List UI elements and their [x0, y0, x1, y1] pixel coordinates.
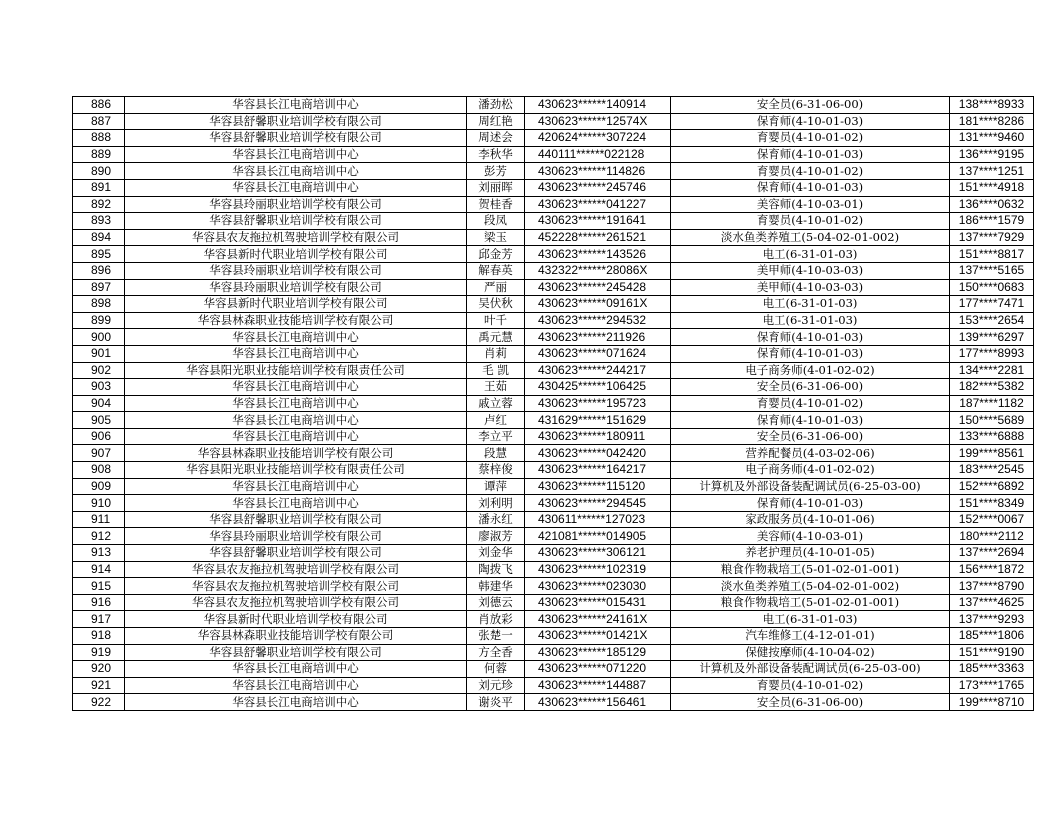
table-row	[73, 229, 1034, 246]
table-row	[73, 296, 1034, 313]
school-cell: 华容县长江电商培训中心	[125, 428, 467, 445]
person-name-cell: 李立平	[467, 428, 525, 445]
school-cell: 华容县林森职业技能培训学校有限公司	[125, 445, 467, 462]
school-cell: 华容县长江电商培训中心	[125, 661, 467, 678]
person-name-cell: 韩建华	[467, 578, 525, 595]
row-number-cell: 905	[73, 412, 125, 429]
school-cell: 华容县玲丽职业培训学校有限公司	[125, 279, 467, 296]
phone-cell: 136****9195	[950, 146, 1034, 163]
person-name-cell: 王茹	[467, 379, 525, 396]
occupation-cell: 计算机及外部设备装配调试员(6-25-03-00)	[671, 661, 950, 678]
phone-cell: 199****8710	[950, 694, 1034, 711]
school-cell: 华容县新时代职业培训学校有限公司	[125, 296, 467, 313]
row-number-cell: 918	[73, 628, 125, 645]
row-number-cell: 897	[73, 279, 125, 296]
phone-cell: 137****9293	[950, 611, 1034, 628]
id-number-cell: 430623******164217	[525, 462, 671, 479]
table-row	[73, 644, 1034, 661]
table-row	[73, 395, 1034, 412]
school-cell: 华容县舒馨职业培训学校有限公司	[125, 644, 467, 661]
person-name-cell: 刘丽晖	[467, 179, 525, 196]
phone-cell: 156****1872	[950, 561, 1034, 578]
phone-cell: 131****9460	[950, 130, 1034, 147]
id-number-cell: 421081******014905	[525, 528, 671, 545]
occupation-cell: 保育师(4-10-01-03)	[671, 329, 950, 346]
row-number-cell: 920	[73, 661, 125, 678]
school-cell: 华容县长江电商培训中心	[125, 163, 467, 180]
school-cell: 华容县农友拖拉机驾驶培训学校有限公司	[125, 594, 467, 611]
row-number-cell: 886	[73, 97, 125, 114]
phone-cell: 136****0632	[950, 196, 1034, 213]
id-number-cell: 430623******115120	[525, 478, 671, 495]
phone-cell: 185****3363	[950, 661, 1034, 678]
person-name-cell: 肖放彩	[467, 611, 525, 628]
occupation-cell: 家政服务员(4-10-01-06)	[671, 511, 950, 528]
id-number-cell: 430623******041227	[525, 196, 671, 213]
school-cell: 华容县玲丽职业培训学校有限公司	[125, 528, 467, 545]
phone-cell: 199****8561	[950, 445, 1034, 462]
id-number-cell: 430623******114826	[525, 163, 671, 180]
phone-cell: 183****2545	[950, 462, 1034, 479]
phone-cell: 137****4625	[950, 594, 1034, 611]
school-cell: 华容县舒馨职业培训学校有限公司	[125, 113, 467, 130]
occupation-cell: 淡水鱼类养殖工(5-04-02-01-002)	[671, 229, 950, 246]
occupation-cell: 养老护理员(4-10-01-05)	[671, 545, 950, 562]
row-number-cell: 898	[73, 296, 125, 313]
table-row	[73, 611, 1034, 628]
school-cell: 华容县阳光职业技能培训学校有限责任公司	[125, 362, 467, 379]
occupation-cell: 电工(6-31-01-03)	[671, 246, 950, 263]
row-number-cell: 912	[73, 528, 125, 545]
person-name-cell: 谢炎平	[467, 694, 525, 711]
row-number-cell: 914	[73, 561, 125, 578]
school-cell: 华容县长江电商培训中心	[125, 379, 467, 396]
phone-cell: 182****5382	[950, 379, 1034, 396]
school-cell: 华容县长江电商培训中心	[125, 677, 467, 694]
id-number-cell: 430623******306121	[525, 545, 671, 562]
row-number-cell: 913	[73, 545, 125, 562]
occupation-cell: 美甲师(4-10-03-03)	[671, 279, 950, 296]
occupation-cell: 保育师(4-10-01-03)	[671, 412, 950, 429]
table-row	[73, 362, 1034, 379]
row-number-cell: 892	[73, 196, 125, 213]
occupation-cell: 育婴员(4-10-01-02)	[671, 213, 950, 230]
occupation-cell: 保健按摩师(4-10-04-02)	[671, 644, 950, 661]
school-cell: 华容县长江电商培训中心	[125, 412, 467, 429]
occupation-cell: 美容师(4-10-03-01)	[671, 528, 950, 545]
person-name-cell: 潘劲松	[467, 97, 525, 114]
phone-cell: 139****6297	[950, 329, 1034, 346]
occupation-cell: 安全员(6-31-06-00)	[671, 428, 950, 445]
id-number-cell: 430611******127023	[525, 511, 671, 528]
id-number-cell: 430623******294532	[525, 312, 671, 329]
school-cell: 华容县长江电商培训中心	[125, 329, 467, 346]
person-name-cell: 潘永红	[467, 511, 525, 528]
school-cell: 华容县长江电商培训中心	[125, 179, 467, 196]
id-number-cell: 430623******185129	[525, 644, 671, 661]
phone-cell: 151****8817	[950, 246, 1034, 263]
table-row	[73, 478, 1034, 495]
person-name-cell: 卢红	[467, 412, 525, 429]
person-name-cell: 何蓉	[467, 661, 525, 678]
occupation-cell: 电工(6-31-01-03)	[671, 611, 950, 628]
table-row	[73, 462, 1034, 479]
person-name-cell: 段慧	[467, 445, 525, 462]
table-row	[73, 495, 1034, 512]
table-row	[73, 130, 1034, 147]
row-number-cell: 902	[73, 362, 125, 379]
school-cell: 华容县农友拖拉机驾驶培训学校有限公司	[125, 229, 467, 246]
row-number-cell: 895	[73, 246, 125, 263]
school-cell: 华容县新时代职业培训学校有限公司	[125, 611, 467, 628]
id-number-cell: 430623******09161X	[525, 296, 671, 313]
row-number-cell: 904	[73, 395, 125, 412]
id-number-cell: 430623******294545	[525, 495, 671, 512]
school-cell: 华容县长江电商培训中心	[125, 694, 467, 711]
row-number-cell: 906	[73, 428, 125, 445]
phone-cell: 137****5165	[950, 262, 1034, 279]
occupation-cell: 电工(6-31-01-03)	[671, 296, 950, 313]
school-cell: 华容县农友拖拉机驾驶培训学校有限公司	[125, 561, 467, 578]
occupation-cell: 汽车维修工(4-12-01-01)	[671, 628, 950, 645]
row-number-cell: 887	[73, 113, 125, 130]
phone-cell: 137****8790	[950, 578, 1034, 595]
row-number-cell: 893	[73, 213, 125, 230]
table-row	[73, 545, 1034, 562]
phone-cell: 151****4918	[950, 179, 1034, 196]
row-number-cell: 896	[73, 262, 125, 279]
phone-cell: 137****7929	[950, 229, 1034, 246]
table-row	[73, 196, 1034, 213]
occupation-cell: 保育师(4-10-01-03)	[671, 345, 950, 362]
person-name-cell: 陶拨飞	[467, 561, 525, 578]
person-name-cell: 蔡梓俊	[467, 462, 525, 479]
id-number-cell: 430623******24161X	[525, 611, 671, 628]
phone-cell: 173****1765	[950, 677, 1034, 694]
occupation-cell: 淡水鱼类养殖工(5-04-02-01-002)	[671, 578, 950, 595]
row-number-cell: 916	[73, 594, 125, 611]
table-row	[73, 628, 1034, 645]
phone-cell: 177****8993	[950, 345, 1034, 362]
person-name-cell: 张楚一	[467, 628, 525, 645]
person-name-cell: 方全香	[467, 644, 525, 661]
id-number-cell: 430623******12574X	[525, 113, 671, 130]
person-name-cell: 禹元慧	[467, 329, 525, 346]
occupation-cell: 育婴员(4-10-01-02)	[671, 395, 950, 412]
school-cell: 华容县林森职业技能培训学校有限公司	[125, 312, 467, 329]
table-row	[73, 345, 1034, 362]
row-number-cell: 917	[73, 611, 125, 628]
id-number-cell: 430623******211926	[525, 329, 671, 346]
phone-cell: 152****0067	[950, 511, 1034, 528]
id-number-cell: 430623******245746	[525, 179, 671, 196]
id-number-cell: 430623******102319	[525, 561, 671, 578]
table-row	[73, 379, 1034, 396]
table-row	[73, 528, 1034, 545]
id-number-cell: 430623******244217	[525, 362, 671, 379]
person-name-cell: 彭芳	[467, 163, 525, 180]
school-cell: 华容县玲丽职业培训学校有限公司	[125, 196, 467, 213]
phone-cell: 152****6892	[950, 478, 1034, 495]
occupation-cell: 安全员(6-31-06-00)	[671, 379, 950, 396]
person-name-cell: 邱金芳	[467, 246, 525, 263]
table-row	[73, 412, 1034, 429]
person-name-cell: 毛 凯	[467, 362, 525, 379]
phone-cell: 186****1579	[950, 213, 1034, 230]
row-number-cell: 899	[73, 312, 125, 329]
table-row	[73, 146, 1034, 163]
phone-cell: 133****6888	[950, 428, 1034, 445]
table-row	[73, 661, 1034, 678]
table-row	[73, 246, 1034, 263]
school-cell: 华容县长江电商培训中心	[125, 395, 467, 412]
id-number-cell: 430623******023030	[525, 578, 671, 595]
person-name-cell: 吴伏秋	[467, 296, 525, 313]
id-number-cell: 452228******261521	[525, 229, 671, 246]
row-number-cell: 910	[73, 495, 125, 512]
person-name-cell: 叶千	[467, 312, 525, 329]
row-number-cell: 900	[73, 329, 125, 346]
person-name-cell: 刘利明	[467, 495, 525, 512]
school-cell: 华容县长江电商培训中心	[125, 97, 467, 114]
id-number-cell: 432322******28086X	[525, 262, 671, 279]
person-name-cell: 刘德云	[467, 594, 525, 611]
phone-cell: 153****2654	[950, 312, 1034, 329]
person-name-cell: 周述会	[467, 130, 525, 147]
occupation-cell: 电子商务师(4-01-02-02)	[671, 362, 950, 379]
school-cell: 华容县长江电商培训中心	[125, 495, 467, 512]
person-name-cell: 廖淑芳	[467, 528, 525, 545]
school-cell: 华容县舒馨职业培训学校有限公司	[125, 545, 467, 562]
occupation-cell: 美容师(4-10-03-01)	[671, 196, 950, 213]
row-number-cell: 908	[73, 462, 125, 479]
person-name-cell: 戚立蓉	[467, 395, 525, 412]
phone-cell: 150****0683	[950, 279, 1034, 296]
person-name-cell: 谭萍	[467, 478, 525, 495]
person-name-cell: 贺桂香	[467, 196, 525, 213]
occupation-cell: 保育师(4-10-01-03)	[671, 146, 950, 163]
table-row	[73, 279, 1034, 296]
school-cell: 华容县舒馨职业培训学校有限公司	[125, 130, 467, 147]
table-row	[73, 163, 1034, 180]
phone-cell: 181****8286	[950, 113, 1034, 130]
id-number-cell: 430623******180911	[525, 428, 671, 445]
table-row	[73, 428, 1034, 445]
id-number-cell: 430623******140914	[525, 97, 671, 114]
id-number-cell: 430623******071624	[525, 345, 671, 362]
id-number-cell: 430623******071220	[525, 661, 671, 678]
phone-cell: 137****2694	[950, 545, 1034, 562]
phone-cell: 134****2281	[950, 362, 1034, 379]
school-cell: 华容县舒馨职业培训学校有限公司	[125, 511, 467, 528]
records-table	[72, 96, 1034, 711]
row-number-cell: 901	[73, 345, 125, 362]
row-number-cell: 903	[73, 379, 125, 396]
id-number-cell: 430623******015431	[525, 594, 671, 611]
row-number-cell: 911	[73, 511, 125, 528]
id-number-cell: 431629******151629	[525, 412, 671, 429]
phone-cell: 151****8349	[950, 495, 1034, 512]
id-number-cell: 430623******01421X	[525, 628, 671, 645]
id-number-cell: 430623******245428	[525, 279, 671, 296]
person-name-cell: 李秋华	[467, 146, 525, 163]
row-number-cell: 919	[73, 644, 125, 661]
occupation-cell: 安全员(6-31-06-00)	[671, 97, 950, 114]
id-number-cell: 430425******106425	[525, 379, 671, 396]
row-number-cell: 907	[73, 445, 125, 462]
table-row	[73, 677, 1034, 694]
id-number-cell: 430623******191641	[525, 213, 671, 230]
person-name-cell: 段凤	[467, 213, 525, 230]
occupation-cell: 育婴员(4-10-01-02)	[671, 677, 950, 694]
occupation-cell: 粮食作物栽培工(5-01-02-01-001)	[671, 594, 950, 611]
table-body	[73, 97, 1034, 711]
table-row	[73, 578, 1034, 595]
person-name-cell: 解春英	[467, 262, 525, 279]
id-number-cell: 440111******022128	[525, 146, 671, 163]
occupation-cell: 育婴员(4-10-01-02)	[671, 130, 950, 147]
occupation-cell: 营养配餐员(4-03-02-06)	[671, 445, 950, 462]
person-name-cell: 刘金华	[467, 545, 525, 562]
row-number-cell: 888	[73, 130, 125, 147]
phone-cell: 151****9190	[950, 644, 1034, 661]
school-cell: 华容县长江电商培训中心	[125, 345, 467, 362]
table-row	[73, 561, 1034, 578]
occupation-cell: 保育师(4-10-01-03)	[671, 113, 950, 130]
id-number-cell: 430623******143526	[525, 246, 671, 263]
id-number-cell: 420624******307224	[525, 130, 671, 147]
phone-cell: 180****2112	[950, 528, 1034, 545]
id-number-cell: 430623******042420	[525, 445, 671, 462]
school-cell: 华容县农友拖拉机驾驶培训学校有限公司	[125, 578, 467, 595]
school-cell: 华容县新时代职业培训学校有限公司	[125, 246, 467, 263]
person-name-cell: 严丽	[467, 279, 525, 296]
school-cell: 华容县长江电商培训中心	[125, 146, 467, 163]
table-row	[73, 445, 1034, 462]
table-row	[73, 179, 1034, 196]
id-number-cell: 430623******156461	[525, 694, 671, 711]
person-name-cell: 周红艳	[467, 113, 525, 130]
occupation-cell: 安全员(6-31-06-00)	[671, 694, 950, 711]
occupation-cell: 电工(6-31-01-03)	[671, 312, 950, 329]
occupation-cell: 美甲师(4-10-03-03)	[671, 262, 950, 279]
row-number-cell: 921	[73, 677, 125, 694]
row-number-cell: 909	[73, 478, 125, 495]
phone-cell: 177****7471	[950, 296, 1034, 313]
school-cell: 华容县舒馨职业培训学校有限公司	[125, 213, 467, 230]
school-cell: 华容县阳光职业技能培训学校有限责任公司	[125, 462, 467, 479]
phone-cell: 138****8933	[950, 97, 1034, 114]
table-row	[73, 262, 1034, 279]
occupation-cell: 粮食作物栽培工(5-01-02-01-001)	[671, 561, 950, 578]
row-number-cell: 889	[73, 146, 125, 163]
table-row	[73, 694, 1034, 711]
table-row	[73, 329, 1034, 346]
occupation-cell: 计算机及外部设备装配调试员(6-25-03-00)	[671, 478, 950, 495]
row-number-cell: 894	[73, 229, 125, 246]
phone-cell: 137****1251	[950, 163, 1034, 180]
person-name-cell: 梁玉	[467, 229, 525, 246]
phone-cell: 187****1182	[950, 395, 1034, 412]
table-row	[73, 594, 1034, 611]
school-cell: 华容县长江电商培训中心	[125, 478, 467, 495]
row-number-cell: 890	[73, 163, 125, 180]
occupation-cell: 育婴员(4-10-01-02)	[671, 163, 950, 180]
phone-cell: 185****1806	[950, 628, 1034, 645]
occupation-cell: 电子商务师(4-01-02-02)	[671, 462, 950, 479]
school-cell: 华容县玲丽职业培训学校有限公司	[125, 262, 467, 279]
table-row	[73, 511, 1034, 528]
phone-cell: 150****5689	[950, 412, 1034, 429]
table-row	[73, 113, 1034, 130]
id-number-cell: 430623******144887	[525, 677, 671, 694]
id-number-cell: 430623******195723	[525, 395, 671, 412]
occupation-cell: 保育师(4-10-01-03)	[671, 179, 950, 196]
row-number-cell: 915	[73, 578, 125, 595]
occupation-cell: 保育师(4-10-01-03)	[671, 495, 950, 512]
row-number-cell: 922	[73, 694, 125, 711]
person-name-cell: 肖莉	[467, 345, 525, 362]
school-cell: 华容县林森职业技能培训学校有限公司	[125, 628, 467, 645]
table-row	[73, 97, 1034, 114]
person-name-cell: 刘元珍	[467, 677, 525, 694]
table-row	[73, 213, 1034, 230]
table-row	[73, 312, 1034, 329]
row-number-cell: 891	[73, 179, 125, 196]
